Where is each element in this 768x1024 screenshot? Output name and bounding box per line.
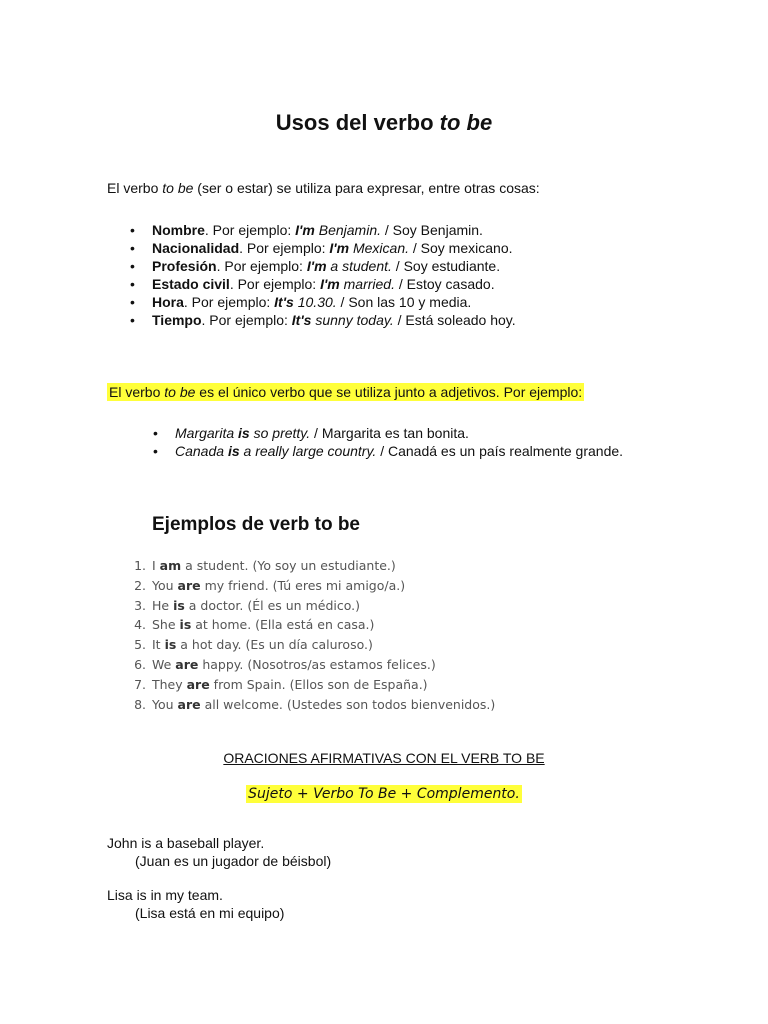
intro-paragraph: El verbo to be (ser o estar) se utiliza para expresar, entre otras cosas:: [107, 180, 540, 196]
affirmative-section-title: ORACIONES AFIRMATIVAS CON EL VERB TO BE: [223, 750, 545, 766]
list-item: 7. They are from Spain. (Ellos son de España.): [134, 676, 428, 692]
examples-heading: Ejemplos de verb to be: [152, 514, 360, 535]
list-item: 3. He is a doctor. (Él es un médico.): [134, 597, 361, 613]
sentence-spanish: (Juan es un jugador de béisbol): [135, 853, 332, 869]
list-item: 8. You are all welcome. (Ustedes son todos bienvenidos.): [134, 696, 496, 712]
list-item: 2. You are my friend. (Tú eres mi amigo/a.): [134, 577, 406, 593]
adjective-examples-list: [153, 424, 623, 460]
list-item: 4. She is at home. (Ella está en casa.): [134, 617, 375, 633]
sentence-english: John is a baseball player.: [107, 835, 265, 851]
page-title: Usos del verbo to be: [275, 110, 493, 135]
examples-list: [122, 556, 495, 714]
formula: Sujeto + Verbo To Be + Complemento.: [248, 786, 520, 802]
list-item: • Estado civil. Por ejemplo: I'm married. / Estoy casado.: [130, 275, 516, 293]
sentence-spanish: (Lisa está en mi equipo): [135, 905, 285, 921]
list-item: • Nombre. Por ejemplo: I'm Benjamin. / Soy Benjamin.: [130, 221, 516, 239]
list-item: 1. I am a student. (Yo soy un estudiante.): [134, 558, 396, 573]
list-item: • Hora. Por ejemplo: It's 10.30. / Son las 10 y media.: [130, 293, 516, 311]
list-item: 6. We are happy. (Nosotros/as estamos felices.): [134, 656, 436, 672]
list-item: • Profesión. Por ejemplo: I'm a student. / Soy estudiante.: [130, 257, 516, 275]
list-item: 5. It is a hot day. (Es un día caluroso.): [134, 637, 373, 653]
list-item: • Nacionalidad. Por ejemplo: I'm Mexican. / Soy mexicano.: [130, 239, 516, 257]
list-item: • Margarita is so pretty. / Margarita es tan bonita.: [153, 424, 623, 442]
sentence-english: Lisa is in my team.: [107, 887, 223, 903]
list-item: • Tiempo. Por ejemplo: It's sunny today. / Está soleado hoy.: [130, 311, 516, 329]
uses-list: [130, 221, 516, 329]
list-item: • Canada is a really large country. / Canadá es un país realmente grande.: [153, 442, 623, 460]
adjectives-paragraph: El verbo to be es el único verbo que se utiliza junto a adjetivos. Por ejemplo:: [109, 384, 583, 400]
